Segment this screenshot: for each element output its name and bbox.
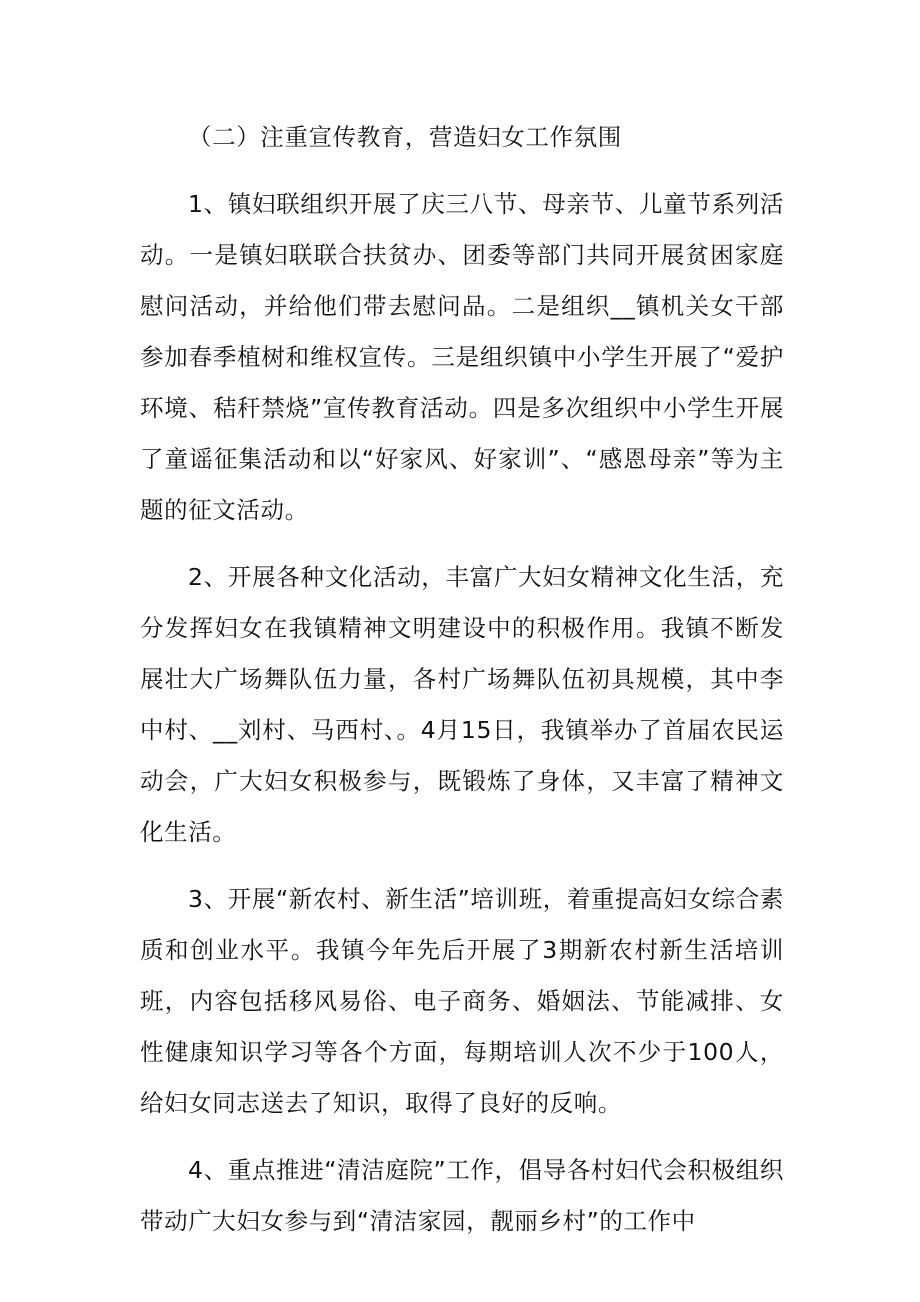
paragraph-2: 2、开展各种文化活动，丰富广大妇女精神文化生活，充分发挥妇女在我镇精神文明建设中的积极作用。我镇不断发展壮大广场舞队伍力量，各村广场舞队伍初具规模，其中李中村、__刘村、马西村、。4月15日，我镇举办了首届农民运动会，广大妇女积极参与，既锻炼了身体，又丰富了精神文化生活。 bbox=[140, 563, 784, 846]
document-body bbox=[140, 112, 784, 1263]
section-heading: （二）注重宣传教育，营造妇女工作氛围 bbox=[188, 123, 622, 151]
paragraph-1: 1、镇妇联组织开展了庆三八节、母亲节、儿童节系列活动。一是镇妇联联合扶贫办、团委等部门共同开展贫困家庭慰问活动，并给他们带去慰问品。二是组织__镇机关女干部参加春季植树和维权宣传。三是组织镇中小学生开展了“爱护环境、秸秆禁烧”宣传教育活动。四是多次组织中小学生开展了童谣征集活动和以“好家风、好家训”、“感恩母亲”等为主题的征文活动。 bbox=[140, 190, 784, 524]
paragraph-4: 4、重点推进“清洁庭院”工作，倡导各村妇代会积极组织带动广大妇女参与到“清洁家园，靓丽乡村”的工作中 bbox=[140, 1156, 784, 1235]
paragraph-3: 3、开展“新农村、新生活”培训班，着重提高妇女综合素质和创业水平。我镇今年先后开展了3期新农村新生活培训班，内容包括移风易俗、电子商务、婚姻法、节能减排、女性健康知识学习等各个方面，每期培训人次不少于100人，给妇女同志送去了知识，取得了良好的反响。 bbox=[140, 885, 784, 1117]
